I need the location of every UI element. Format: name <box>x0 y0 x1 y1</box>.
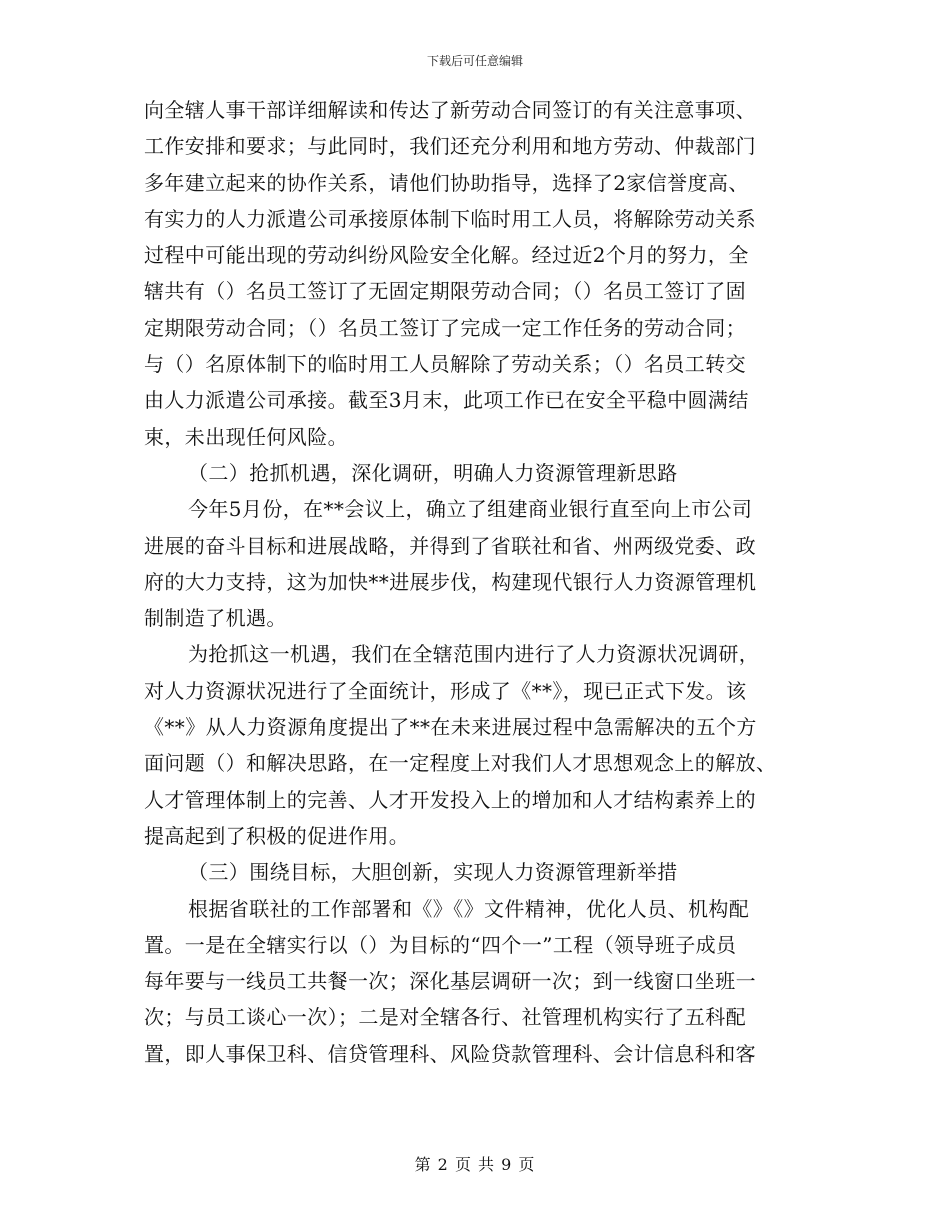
text-line: 辖共有（）名员工签订了无固定期限劳动合同；（）名员工签订了固 <box>144 279 746 304</box>
text-line: 对人力资源状况进行了全面统计，形成了《**》，现已正式下发。该 <box>144 678 747 703</box>
footer-label-page: 第 <box>414 1155 432 1174</box>
text-line: 有实力的人力派遣公司承接原体制下临时用工人员，将解除劳动关系 <box>144 206 756 231</box>
section-heading: （二）抢抓机遇，深化调研，明确人力资源管理新思路 <box>188 460 678 485</box>
text-line: 府的大力支持，这为加快**进展步伐，构建现代银行人力资源管理机 <box>144 569 757 594</box>
text-line: 提高起到了积极的促进作用。 <box>144 823 410 848</box>
page-header <box>0 52 950 69</box>
text-line: 定期限劳动合同；（）名员工签订了完成一定工作任务的劳动合同； <box>144 315 746 340</box>
text-line: 与（）名原体制下的临时用工人员解除了劳动关系；（）名员工转交 <box>144 352 746 377</box>
section-heading: （三）围绕目标，大胆创新，实现人力资源管理新举措 <box>188 860 678 885</box>
text-line: 为抢抓这一机遇，我们在全辖范围内进行了人力资源状况调研， <box>188 642 760 667</box>
text-line: 向全辖人事干部详细解读和传达了新劳动合同签订的有关注意事项、 <box>144 98 756 122</box>
text-line: 人才管理体制上的完善、人才开发投入上的增加和人才结构素养上的 <box>144 787 756 812</box>
document-body <box>144 92 804 1072</box>
text-line: 束，未出现任何风险。 <box>144 424 348 449</box>
text-line: 置，即人事保卫科、信贷管理科、风险贷款管理科、会计信息科和客 <box>144 1041 756 1066</box>
current-page-number: 2 <box>437 1155 449 1174</box>
total-pages-number: 9 <box>501 1155 513 1174</box>
text-line: 制制造了机遇。 <box>144 606 287 631</box>
text-line: 《**》从人力资源角度提出了**在未来进展过程中急需解决的五个方 <box>144 715 757 740</box>
text-line: 由人力派遣公司承接。截至3月末，此项工作已在安全平稳中圆满结 <box>144 388 749 413</box>
footer-label-of: 页 共 <box>454 1155 496 1174</box>
text-line: 今年5月份，在**会议上，确立了组建商业银行直至向上市公司 <box>188 497 753 522</box>
text-line: 面问题（）和解决思路，在一定程度上对我们人才思想观念上的解放、 <box>144 751 777 776</box>
text-line: 每年要与一线员工共餐一次；深化基层调研一次；到一线窗口坐班一 <box>144 969 756 994</box>
text-line: 置。一是在全辖实行以（）为目标的“四个一”工程（领导班子成员 <box>144 932 737 957</box>
text-line: 工作安排和要求；与此同时，我们还充分利用和地方劳动、仲裁部门 <box>144 134 756 159</box>
text-line: 次；与员工谈心一次）；二是对全辖各行、社管理机构实行了五科配 <box>144 1005 746 1030</box>
text-line: 进展的奋斗目标和进展战略，并得到了省联社和省、州两级党委、政 <box>144 533 756 558</box>
text-line: 多年建立起来的协作关系，请他们协助指导，选择了2家信誉度高、 <box>144 170 749 195</box>
page-footer <box>0 1152 950 1175</box>
header-text: 下载后可任意编辑 <box>426 54 523 68</box>
text-line: 过程中可能出现的劳动纠纷风险安全化解。经过近2个月的努力，全 <box>144 243 749 268</box>
text-line: 根据省联社的工作部署和《》《》文件精神，优化人员、机构配 <box>188 896 750 921</box>
footer-label-pages: 页 <box>518 1155 536 1174</box>
